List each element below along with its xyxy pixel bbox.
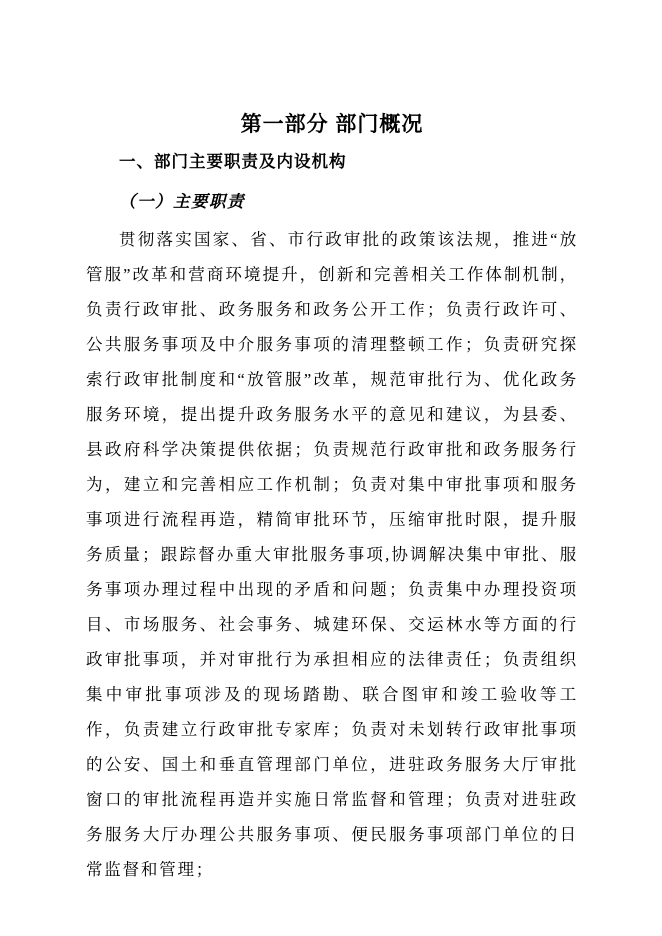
document-title: 第一部分 部门概况 <box>240 113 424 136</box>
body-paragraph: 贯彻落实国家、省、市行政审批的政策该法规，推进“放管服”改革和营商环境提升，创新和完善相关工作体制机制，负责行政审批、政务服务和政务公开工作；负责行政许可、公共服务事项及中介服务事项的清理整顿工作；负责研究探索行政审批制度和“放管服”改革，规范审批行为、优化政务服务环境，提出提升政务服务水平的意见和建议，为县委、县政府科学决策提供依据；负责规范行政审批和政务服务行为，建立和完善相应工作机制；负责对集中审批事项和服务事项进行流程再造，精简审批环节，压缩审批时限，提升服务质量；跟踪督办重大审批服务事项,协调解决集中审批、服务事项办理过程中出现的矛盾和问题；负责集中办理投资项目、市场服务、社会事务、城建环保、交运林水等方面的行政审批事项，并对审批行为承担相应的法律责任；负责组织集中审批事项涉及的现场踏勘、联合图审和竣工验收等工作，负责建立行政审批专家库；负责对未划转行政审批事项的公安、国土和垂直管理部门单位，进驻政务服务大厅审批窗口的审批流程再造并实施日常监督和管理；负责对进驻政务服务大厅办理公共服务事项、便民服务事项部门单位的日常监督和管理； <box>86 230 578 880</box>
section-heading: 一、部门主要职责及内设机构 <box>119 153 347 172</box>
subsection-heading: （一）主要职责 <box>119 191 245 211</box>
